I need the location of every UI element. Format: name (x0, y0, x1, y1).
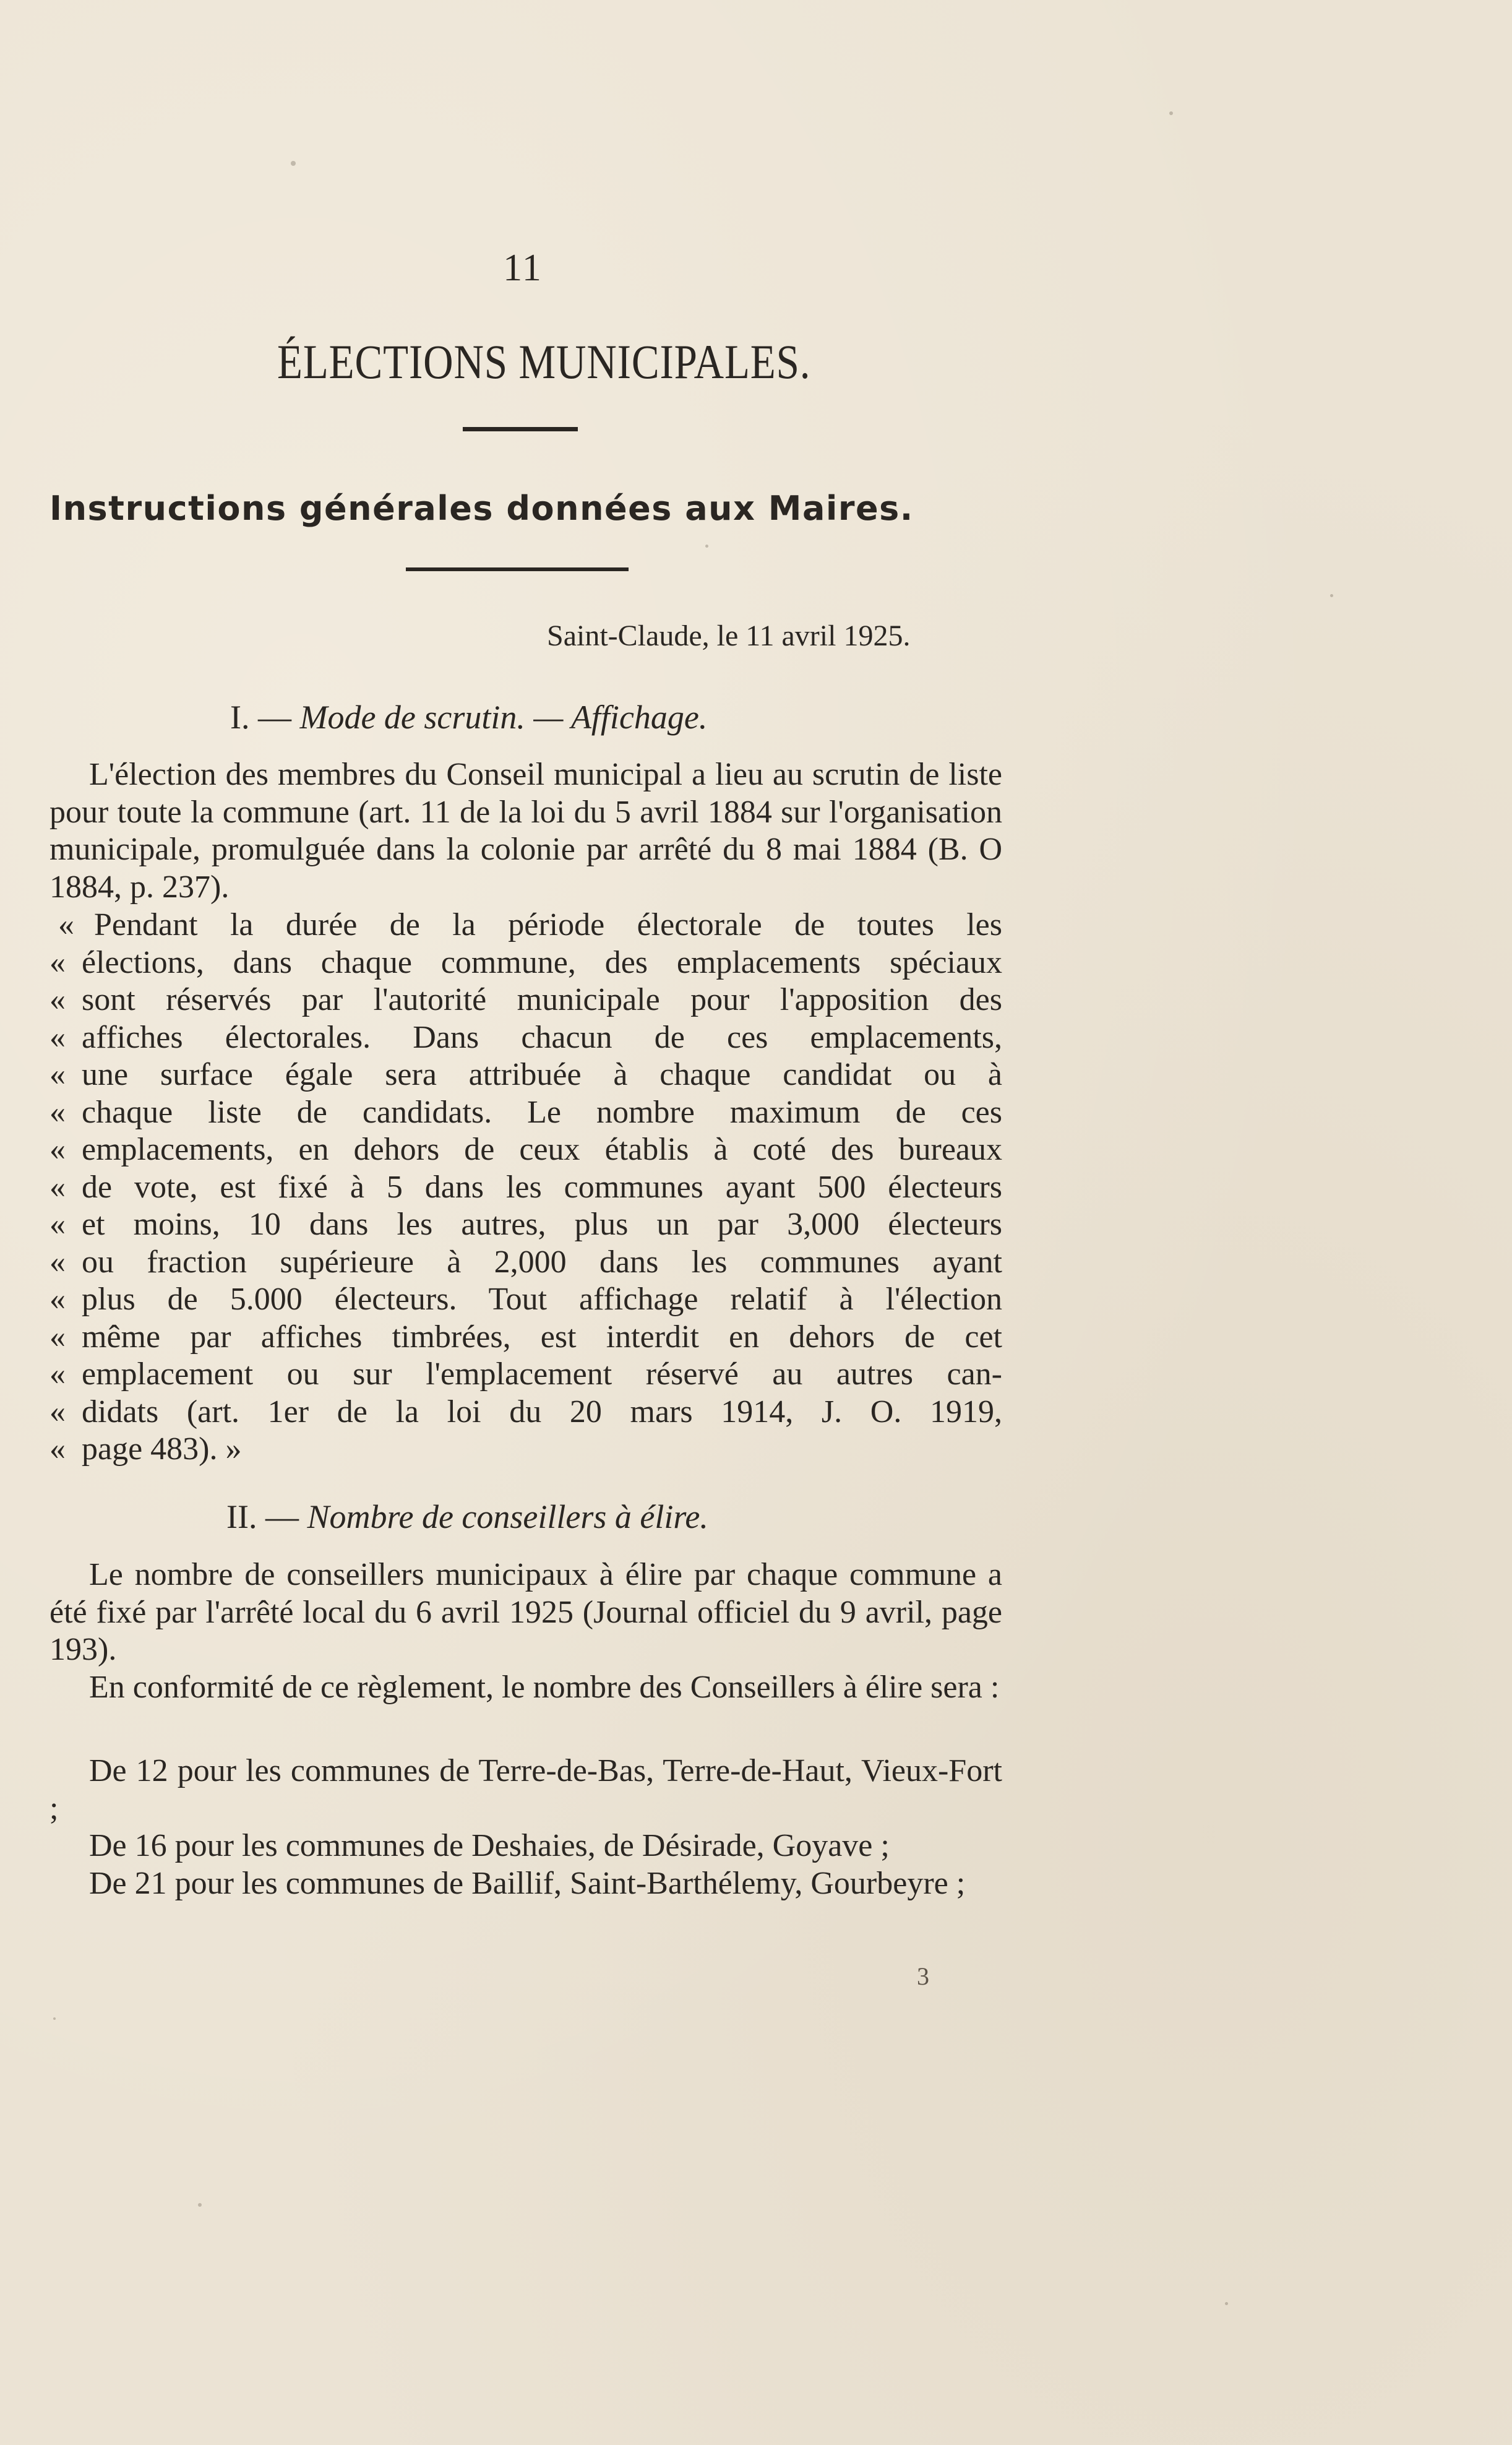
paper-speck (291, 161, 296, 166)
quote-mark: « (58, 907, 74, 942)
quote-mark: « (49, 1019, 66, 1055)
section-title: Mode de scrutin. — Affichage. (299, 699, 708, 736)
section-2-body (49, 1556, 1002, 1706)
quote-mark: « (49, 944, 66, 980)
page-title: ÉLECTIONS MUNICIPALES. (277, 335, 811, 389)
legal-quote (49, 907, 1002, 1468)
quote-mark: « (49, 1207, 66, 1242)
quote-line (49, 1019, 1002, 1057)
list-item: De 16 pour les communes de Deshaies, de Désirade, Goyave ; (89, 1828, 890, 1863)
section-1-body (49, 756, 1002, 906)
quote-text: page 483). » (82, 1431, 242, 1467)
paragraph: L'élection des membres du Conseil municipal a lieu au scrutin de liste pour toute la commune (art. 11 de la loi du 5 avril 1884 sur l'organisation municipale, promulguée dans la colonie par arrêté du 8 mai 1884 (B. O 1884, p. 237). (49, 757, 1002, 905)
quote-text: Pendant la durée de la période électorale de toutes les (94, 907, 1002, 942)
quote-line (49, 1281, 1002, 1319)
quote-line (49, 907, 1002, 944)
quote-mark: « (49, 1394, 66, 1429)
paragraph: En conformité de ce règlement, le nombre des Conseillers à élire sera : (89, 1669, 1000, 1705)
quote-line (49, 1131, 1002, 1169)
paragraph: Le nombre de conseillers municipaux à élire par chaque commune a été fixé par l'arrêté local du 6 avril 1925 (Journal officiel du 9 avril, page 193). (49, 1557, 1002, 1667)
quote-mark: « (49, 1057, 66, 1092)
subtitle-divider (406, 567, 629, 571)
quote-text: une surface égale sera attribuée à chaque candidat ou à (82, 1057, 1002, 1092)
quote-mark: « (49, 1282, 66, 1317)
quote-text: ou fraction supérieure à 2,000 dans les communes ayant (82, 1244, 1002, 1280)
quote-mark: « (49, 1431, 66, 1467)
quote-line (49, 1094, 1002, 1132)
quote-mark: « (49, 1356, 66, 1392)
quote-text: chaque liste de candidats. Le nombre maximum de ces (82, 1094, 1002, 1130)
quote-text: didats (art. 1er de la loi du 20 mars 1914, J. O. 1919, (82, 1394, 1002, 1429)
title-divider (463, 427, 578, 431)
quote-line (49, 1394, 1002, 1431)
quote-text: de vote, est fixé à 5 dans les communes ayant 500 électeurs (82, 1169, 1002, 1205)
list-item: De 21 pour les communes de Baillif, Saint-Barthélemy, Gourbeyre ; (89, 1865, 966, 1901)
quote-text: emplacement ou sur l'emplacement réservé au autres can- (82, 1356, 1002, 1392)
section-heading-2 (226, 1498, 708, 1536)
quote-line (49, 1431, 1002, 1468)
quote-text: même par affiches timbrées, est interdit en dehors de cet (82, 1319, 1002, 1355)
quote-line (49, 1244, 1002, 1282)
paper-speck (53, 2017, 56, 2020)
section-number: I. — (230, 699, 291, 736)
quote-mark: « (49, 1244, 66, 1280)
quote-line (49, 1319, 1002, 1356)
paper-speck (1225, 2302, 1228, 2305)
quote-text: sont réservés par l'autorité municipale pour l'apposition des (82, 982, 1002, 1017)
section-number: II. — (226, 1498, 299, 1535)
section-title: Nombre de conseillers à élire. (307, 1498, 708, 1535)
quote-line (49, 1056, 1002, 1094)
quote-mark: « (49, 1169, 66, 1205)
quote-text: emplacements, en dehors de ceux établis à coté des bureaux (82, 1132, 1002, 1167)
quote-mark: « (49, 1132, 66, 1167)
dateline: Saint-Claude, le 11 avril 1925. (547, 619, 911, 652)
quote-line (49, 1356, 1002, 1394)
list-item: De 12 pour les communes de Terre-de-Bas, Terre-de-Haut, Vieux-Fort ; (49, 1753, 1002, 1826)
quote-text: affiches électorales. Dans chacun de ces emplacements, (82, 1019, 1002, 1055)
councillor-count-list (49, 1753, 1002, 1902)
quote-line (49, 1169, 1002, 1207)
paper-speck (1330, 594, 1333, 597)
quote-line (49, 981, 1002, 1019)
quote-line (49, 944, 1002, 982)
paper-speck (198, 2203, 202, 2207)
quote-text: plus de 5.000 électeurs. Tout affichage relatif à l'élection (82, 1282, 1002, 1317)
paper-speck (705, 545, 708, 548)
quote-text: élections, dans chaque commune, des emplacements spéciaux (82, 944, 1002, 980)
quote-mark: « (49, 1094, 66, 1130)
page-mark: 3 (917, 1962, 929, 1990)
quote-mark: « (49, 1319, 66, 1355)
subtitle: Instructions générales données aux Maires. (49, 489, 914, 528)
quote-mark: « (49, 982, 66, 1017)
section-heading-1 (230, 698, 707, 736)
paper-speck (1169, 111, 1173, 115)
quote-text: et moins, 10 dans les autres, plus un par 3,000 électeurs (82, 1207, 1002, 1242)
page-number: 11 (503, 247, 543, 289)
quote-line (49, 1206, 1002, 1244)
